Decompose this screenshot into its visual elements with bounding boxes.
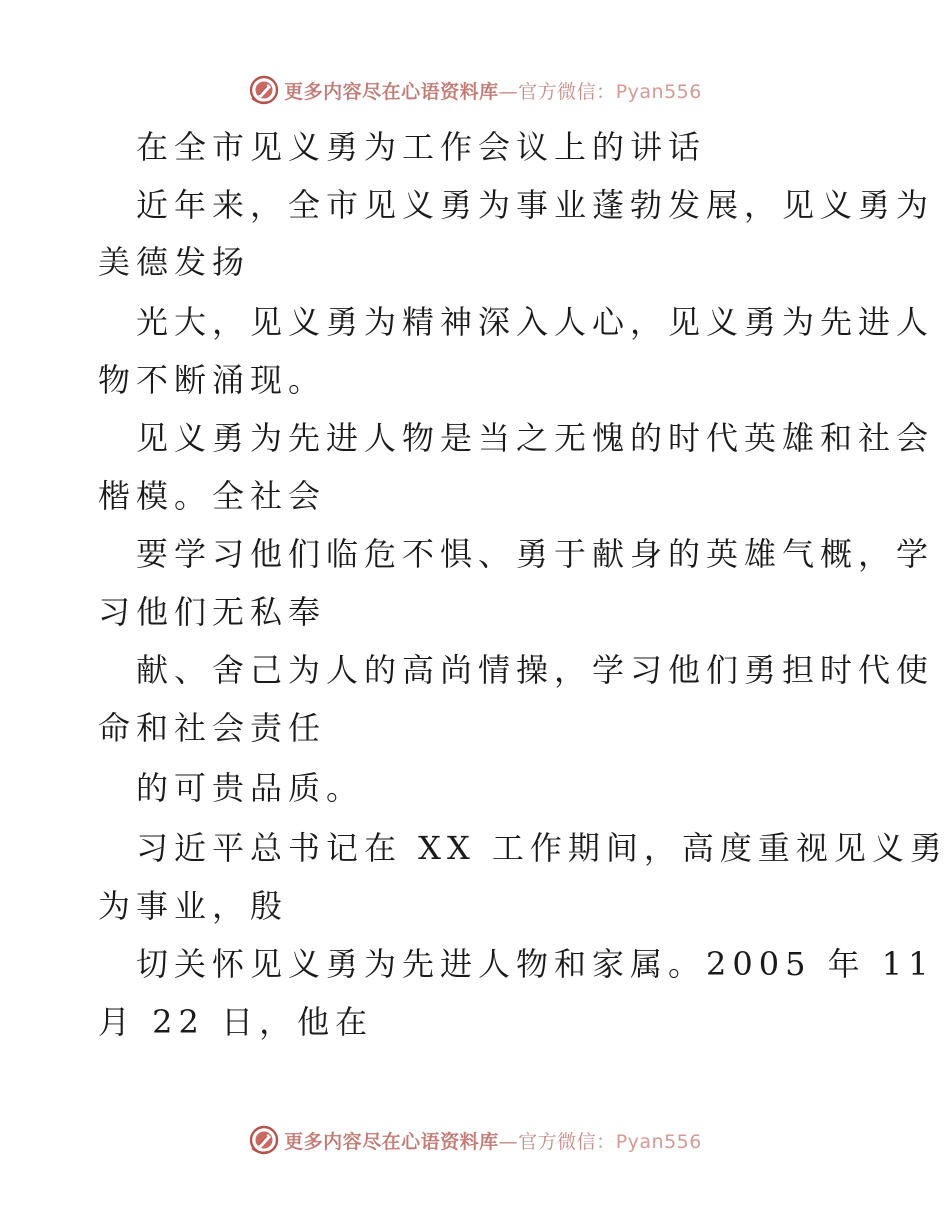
banner-wechat-id: Pyan556 xyxy=(615,1130,702,1153)
pen-nib-circle-icon xyxy=(248,1124,280,1156)
paragraph-line: 见义勇为先进人物是当之无愧的时代英雄和社会 xyxy=(136,419,935,457)
pen-nib-circle-icon xyxy=(248,74,280,106)
paragraph-line: 近年来，全市见义勇为事业蓬勃发展，见义勇为 xyxy=(136,186,935,224)
header-banner xyxy=(0,70,950,110)
banner-wechat-label: 官方微信： xyxy=(518,80,616,103)
banner-text xyxy=(284,1127,702,1154)
paragraph-line: 要学习他们临危不惧、勇于献身的英雄气概，学 xyxy=(136,535,935,573)
paragraph-line: 习他们无私奉 xyxy=(98,593,327,631)
banner-wechat-label: 官方微信： xyxy=(518,1130,616,1153)
banner-main-text: 更多内容尽在心语资料库 xyxy=(284,1130,499,1153)
document-title: 在全市见义勇为工作会议上的讲话 xyxy=(136,128,707,166)
footer-banner xyxy=(0,1120,950,1160)
paragraph-line: 楷模。全社会 xyxy=(98,477,327,515)
paragraph-line: 命和社会责任 xyxy=(98,709,327,747)
banner-wechat-id: Pyan556 xyxy=(615,80,702,103)
paragraph-line: 习近平总书记在 XX 工作期间，高度重视见义勇 xyxy=(136,829,948,867)
banner-main-text: 更多内容尽在心语资料库 xyxy=(284,80,499,103)
banner-separator: — xyxy=(498,80,519,103)
banner-text xyxy=(284,77,702,104)
paragraph-line: 月 22 日，他在 xyxy=(98,1003,374,1041)
paragraph-line: 物不断涌现。 xyxy=(98,361,327,399)
banner-separator: — xyxy=(498,1130,519,1153)
paragraph-line: 光大，见义勇为精神深入人心，见义勇为先进人 xyxy=(136,303,935,341)
paragraph-line: 切关怀见义勇为先进人物和家属。2005 年 11 xyxy=(136,945,935,983)
paragraph-line: 的可贵品质。 xyxy=(136,769,365,807)
paragraph-line: 为事业，殷 xyxy=(98,887,289,925)
paragraph-line: 美德发扬 xyxy=(98,243,251,281)
paragraph-line: 献、舍己为人的高尚情操，学习他们勇担时代使 xyxy=(136,651,935,689)
